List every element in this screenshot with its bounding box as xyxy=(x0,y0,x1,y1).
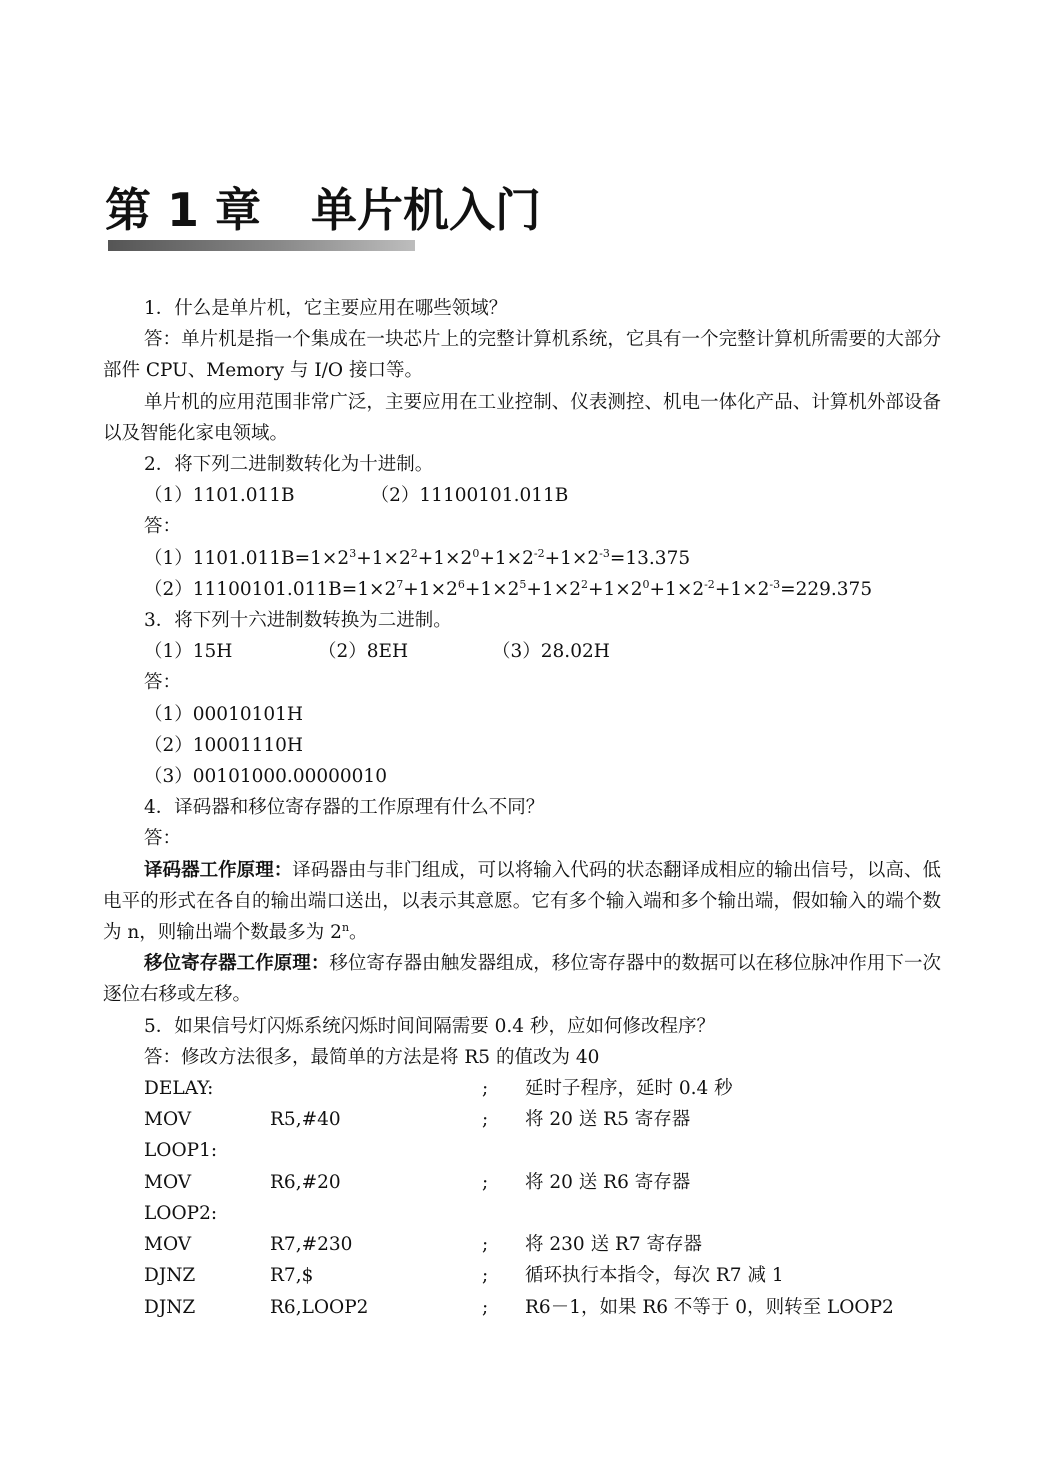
question-2-items xyxy=(103,480,941,511)
chapter-underline-bar xyxy=(108,240,415,251)
code-line: MOV R5,#40 ; 将 20 送 R5 寄存器 xyxy=(144,1109,691,1131)
chapter-heading xyxy=(105,178,541,242)
question-1: 1．什么是单片机，它主要应用在哪些领域？ xyxy=(144,298,508,319)
decoder-label: 译码器工作原理： xyxy=(144,859,293,881)
question-3-items xyxy=(103,636,941,667)
question-4: 4．译码器和移位寄存器的工作原理有什么不同？ xyxy=(144,797,545,819)
document-body xyxy=(103,293,941,1323)
code-line: LOOP2: xyxy=(144,1202,218,1224)
answer-2-line-2: $(2)11100101.011B=1\times 2^7+1\times 2^6+1\times 2^5+1\times 2^2+1\times 2^0+1\times 2^{-2}+1\times 2^{-3}=229.375$ xyxy=(144,577,873,600)
question-3-item-3: （3）28.02H xyxy=(492,641,610,663)
answer-5: 答：修改方法很多，最简单的方法是将 R5 的值改为 40 xyxy=(144,1046,600,1068)
chapter-number: 第 1 章 xyxy=(105,183,262,237)
code-line: DELAY: ; 延时子程序，延时 0.4 秒 xyxy=(144,1078,733,1100)
answer-4-label: 答： xyxy=(144,828,182,850)
answer-2-label: 答： xyxy=(144,516,182,538)
answer-2-line-1: $(1)1101.011B=1\times 2^3+1\times 2^2+1\times 2^0+1\times 2^{-2}+1\times 2^{-3}=13.375$ xyxy=(144,546,691,569)
decoder-paragraph: 译码器工作原理：译码器由与非门组成，可以将输入代码的状态翻译成相应的输出信号，以高、低电平的形式在各自的输出端口送出，以表示其意愿。它有多个输入端和多个输出端，假如输入的端个数为 n，则输出端个数最多为 2$^n$。 xyxy=(103,859,941,944)
question-2: 2．将下列二进制数转化为十进制。 xyxy=(144,454,434,476)
code-line: DJNZ R6,LOOP2 ; R6－1，如果 R6 不等于 0，则转至 LOOP2 xyxy=(144,1296,894,1318)
answer-3-item-1: （1）00010101H xyxy=(144,703,304,725)
shift-register-label: 移位寄存器工作原理： xyxy=(144,953,330,975)
answer-1-paragraph-2: 单片机的应用范围非常广泛，主要应用在工业控制、仪表测控、机电一体化产品、计算机外部设备以及智能化家电领域。 xyxy=(103,391,941,444)
answer-1-paragraph-1: 答：单片机是指一个集成在一块芯片上的完整计算机系统，它具有一个完整计算机所需要的大部分部件 CPU、Memory 与 I/O 接口等。 xyxy=(103,329,941,382)
code-line: MOV R6,#20 ; 将 20 送 R6 寄存器 xyxy=(144,1171,691,1193)
shift-register-paragraph: 移位寄存器工作原理：移位寄存器由触发器组成，移位寄存器中的数据可以在移位脉冲作用下一次逐位右移或左移。 xyxy=(103,953,941,1006)
question-2-item-1: （1）1101.011B xyxy=(144,485,295,507)
code-line: LOOP1: xyxy=(144,1140,218,1162)
code-listing xyxy=(103,1073,941,1323)
question-2-item-2: （2）11100101.011B xyxy=(370,485,569,507)
question-5: 5．如果信号灯闪烁系统闪烁时间间隔需要 0.4 秒，应如何修改程序？ xyxy=(144,1015,715,1037)
question-3-item-1: （1）15H xyxy=(144,641,233,663)
question-3: 3．将下列十六进制数转换为二进制。 xyxy=(144,610,452,632)
code-line: MOV R7,#230 ; 将 230 送 R7 寄存器 xyxy=(144,1234,703,1256)
answer-3-item-3: （3）00101000.00000010 xyxy=(144,766,387,788)
answer-3-item-2: （2）10001110H xyxy=(144,734,304,756)
chapter-title: 单片机入门 xyxy=(311,183,542,237)
answer-3-label: 答： xyxy=(144,672,182,694)
question-3-item-2: （2）8EH xyxy=(318,641,409,663)
code-line: DJNZ R7,$ ; 循环执行本指令，每次 R7 减 1 xyxy=(144,1265,784,1287)
